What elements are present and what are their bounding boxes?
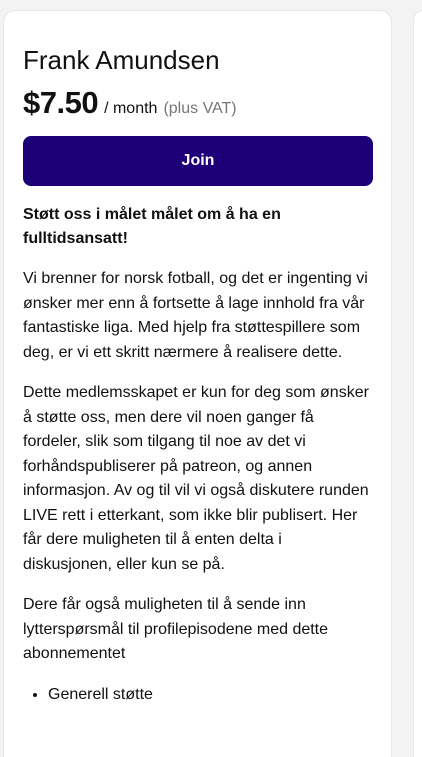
benefits-list (23, 683, 372, 707)
membership-tier-card (3, 10, 392, 757)
join-button[interactable]: Join (23, 136, 373, 186)
description-paragraph-2: Dette medlemsskapet er kun for deg som ønsker å støtte oss, men dere vil noen ganger få fordeler, slik som tilgang til noe av det vi forhåndspubliserer på patreon, og annen informasjon. Av og til vil vi også diskutere runden LIVE rett i etterkant, som ikke blir publisert. Her får dere muligheten til å enten delta i diskusjonen, eller kun se på. (23, 384, 369, 573)
tier-headline: Støtt oss i målet målet om å ha en fulltidsansatt! (23, 206, 281, 247)
next-tier-card-edge (413, 10, 422, 757)
tier-price: $7.50 (23, 85, 99, 120)
vat-note: (plus VAT) (163, 100, 237, 117)
billing-period: / month (104, 100, 158, 117)
description-paragraph-3: Dere får også muligheten til å sende inn lytterspørsmål til profilepisodene med dette abonnementet (23, 596, 329, 662)
benefit-item: • Generell støtte (48, 683, 372, 707)
price-row (23, 85, 372, 121)
description-paragraph-1: Vi brenner for norsk fotball, og det er ingenting vi ønsker mer enn å fortsette å lage innhold fra vår fantastiske liga. Med hjelp fra støttespillere som deg, er vi ett skritt nærmere å realisere dette. (23, 270, 368, 361)
tier-name: Frank Amundsen (23, 45, 220, 75)
